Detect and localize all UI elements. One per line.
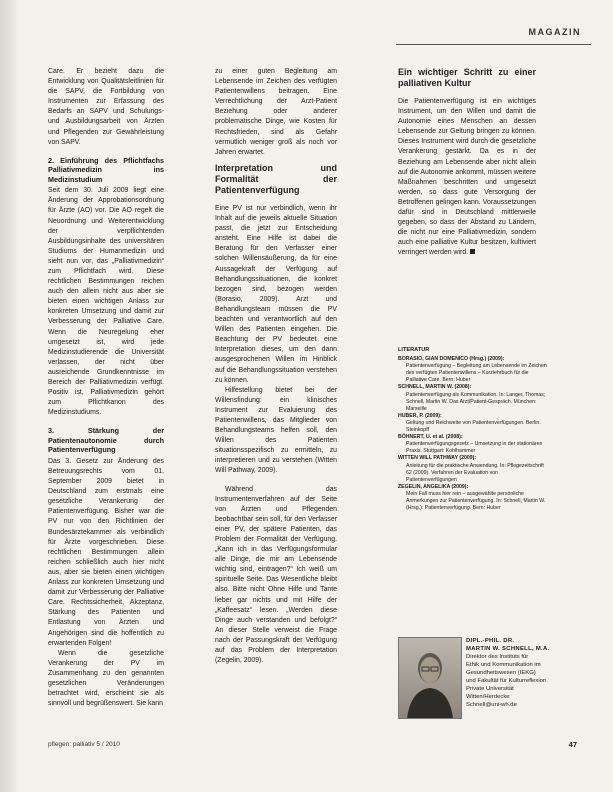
section-heading-interpretation: Interpretation und Formalität der Patientenverfügung [215,163,337,195]
paragraph: Das 3. Gesetz zur Änderung des Betreuungsrechts vom 01. September 2009 bietet in Deutschland zum erstmals eine gesetzliche Verankerung der Patientenverfügung. Bisher war die PV nur von den Richtlinien der Bundesärztekammer als verbindlich für Ärzte vorgeschrieben. Diese rechtlichen Bestimmungen allein reichen schließlich auch hier nicht aus, aber sie bieten einen wichtigen Anlass zur konkreten Umsetzung und damit zur Verbesserung der Palliative Care. Rechtssicherheit, Akzeptanz, Stärkung des Patienten und Entlastung von Ärzten und Angehörigen sind die hoffentlich zu erwartenden Folgen! [48,457,164,647]
literature-text: Patientenverfügung als Kommunikation. In: Langer, Thomas; Schnell, Martin W. Das Arzt/Patient-Gespräch. München: Marseille [406,391,546,412]
journal-footer: pflegen: palliativ 5 / 2010 [48,741,120,748]
bio-line: und Fakultät für Kulturreflexion [466,678,547,684]
subheading-2: 2. Einführung des Pflichtfachs Palliativmedizin ins Medizinstudium [48,155,164,184]
literature-text: Mein Fall muss hier rein – ausgewählte persönliche Anmerkungen zur Patientenverfügung. In: Schnell, Martin W. (Hrsg.): Patientenverfügung. Bern: Huber [406,490,546,512]
page-number: 47 [568,740,577,749]
literature-author: BÖHNERT, U. et al. (2008): [398,434,463,441]
literature-entry [398,455,548,483]
literature-author: BORASIO, GIAN DOMENICO (Hrsg.) (2009): [398,356,505,363]
author-email[interactable]: Schnell@uni-wh.de [466,702,517,708]
section-heading-kultur: Ein wichtiger Schritt zu einer palliativen Kultur [398,67,536,88]
author-name: MARTIN W. SCHNELL, M.A. [466,646,550,652]
literature-list [398,347,548,512]
author-bio [466,637,591,709]
paragraph-text: Die Patientenverfügung ist ein wichtiges Instrument, um den Willen und damit die Autonomie eines Menschen an dessen Lebensende zur Geltung bringen zu können. Dieses Instrument wird durch die gesetzliche Verankerung gestärkt. Da es in der Beziehung am Lebensende aber nicht allein auf die Autonomie ankommt, müssen weitere Maßnahmen beschritten und umgesetzt werden, so dass gute Versorgung der Betroffenen gelingen kann. Voraussetzungen dafür sind in Deutschland mittlerweile gegeben, so dass der Abstand zu Ländern, die nicht nur eine Palliativmedizin, sondern auch eine palliative Kultur besitzen, kultiviert verringert werden wird. [398,98,536,257]
column-3 [398,67,536,259]
subheading-3: 3. Stärkung der Patientenautonomie durch Patientenverfügung [48,426,164,455]
literature-entry [398,384,548,412]
bio-line: Private Universität [466,686,514,692]
literature-author: SCHNELL, MARTIN W. (2008): [398,384,472,391]
bio-line: Ethik und Kommunikation im [466,662,541,668]
literature-author: HUBER, P. (2009): [398,412,442,419]
literature-heading: LITERATUR [398,347,430,353]
literature-entry [398,484,548,512]
paragraph: Care. Er bezieht dazu die Entwicklung von Qualitätsleitlinien für die SAPV, die Fortbildung von Instrumenten zur Erfassung des Bedarfs an SAPV und Schulungs- und Ausbildungsarbeit von Ärzten und Pflegenden zur Gewährleistung von SAPV. [48,68,164,146]
literature-entry [398,413,548,434]
author-photo [398,637,462,719]
literature-text: Patientenverfügung – Begleitung am Lebensende im Zeichen des verfügten Patientenwillens – Kurzlehrbuch für die Palliative Care. Bern: Huber [406,363,547,384]
paragraph: Seit dem 30. Juli 2009 liegt eine Änderung der Approbationsordnung für Ärzte (AO) vor. Die AO regelt die Neuordnung und Weiterentwicklung der verpflichtenden Ausbildungsinhalte des universitären Studiums der Humanmedizin und sieht nun vor, das „Palliativmedizin“ zum Pflichtfach wird. Diese rechtlichen Bestimmungen reichen auch den allein nicht aus aber sie bieten einen wichtigen Anlass zur konkreten Umsetzung und damit zur Verbesserung der Palliative Care. Wenn die Neuregelung eher umgesetzt ist, wird jede Medizinstudierende die Universität verlassen, der nicht über ausreichende Grundkenntnisse im Bereich der Palliativmedizin verfügt. Positiv ist, Palliativmedizin gehört zum Pflichtkanon des Medizinstudiums. [48,187,164,417]
paragraph: Während das Instrumentenverfahren auf der Seite von Ärzten und Pflegenden beobachtbar sein soll, für den Verfasser einer PV, der spätere Patienten, das Problem der Formalität der Verfügung. „Kann ich in das Verfügungsformular alle Dinge, die mir am Lebensende wichtig sind, eintragen?“ Ich weiß um spirituelle Seite. Das Wesentliche bleibt also. Bitte nicht Ohne Hilfe und Tante lieber gar nichts und mit Hilfe der „Kaffeesatz“ lesen. „Werden diese Dinge auch verstanden und befolgt?“ An dieser Stelle verweist die Frage nach der Passungskraft der Verfügung auf das Problem der Interpretation (Zegelin, 2009). [215,485,337,665]
literature-text: Anleitung für die praktische Anwendung. In: Pflegezeitschrift 62 (2009). Verfahren der Evaluation von Patientenverfügungen [406,462,544,483]
literature-entry [398,434,548,455]
literature-author: ZEGELIN, ANGELIKA (2009): [398,483,469,490]
paragraph: Wenn die gesetzliche Verankerung der PV im Zusammenhang zu den genannten gesetzlichen Veränderungen betrachtet wird, erscheint sie als sinnvoll und begrüßenswert. Sie kann [48,649,164,708]
author-degree: DIPL.-PHIL. DR. [466,638,515,644]
section-rule [396,44,591,45]
bio-line: Gesundheitswesen (IEKG) [466,670,536,676]
paragraph: Hilfestellung bietet bei der Willensfindung: ein klinisches Instrument zur Evaluierung des Patientenwillens, das Mitglieder von Behandlungsteams helfen soll, den Willen des Patienten situationsspezifisch zu ermitteln, zu interpretieren und zu verstehen (Witten Will Pathway, 2009). [215,386,337,475]
literature-author: WITTEN WILL PATHWAY (2009): [398,455,477,462]
author-portrait-icon [399,638,461,718]
column-2 [215,67,337,666]
bio-line: Witten/Herdecke [466,694,510,700]
literature-text: Patientenverfügungsgesetz – Umsetzung in der stationären Praxis. Stuttgart: Kohlhammer [406,441,543,455]
section-label: MAGAZIN [528,27,581,37]
end-mark-icon [470,249,475,254]
page-fold-shadow [0,0,20,792]
literature-entry [398,356,548,384]
paragraph [398,97,536,259]
paragraph: Eine PV ist nur verbindlich, wenn ihr Inhalt auf die jeweils aktuelle Situation passt, die jetzt zur Entscheidung ansteht. Eine Hilfe ist dabei die Beratung für den Verfasser einer solchen Willensäußerung, da für eine Aussagekraft der Verfügung auf Behandlungssituationen, die konkret bezogen sind, bezogen werden (Borasio, 2009). Arzt und Behandlungsteam müssen die PV beachten und verantwortlich auf den Willen des Patienten eingehen. Die Beachtung der PV bedeutet eine Interpretation dieses, um den dann ausgesprochenen Willen im Hinblick auf die Behandlungssituation verstehen zu können. [215,205,337,384]
bio-line: Direktor des Instituts für [466,654,529,660]
literature-text: Geltung und Reichweite von Patientenverfügungen. Berlin: Steinkopff [406,419,541,434]
paragraph: zu einer guten Begleitung am Lebensende im Zeichen des verfügten Patientenwillens beitragen. Eine Verrechtlichung der Arzt-Patient Beziehung oder anderer problematische Dinge, wie Kosten für Rechtsfrieden, sind als Gefahr vermutlich weniger groß als noch vor Jahren erwartet. [215,68,337,156]
column-1 [48,67,164,709]
